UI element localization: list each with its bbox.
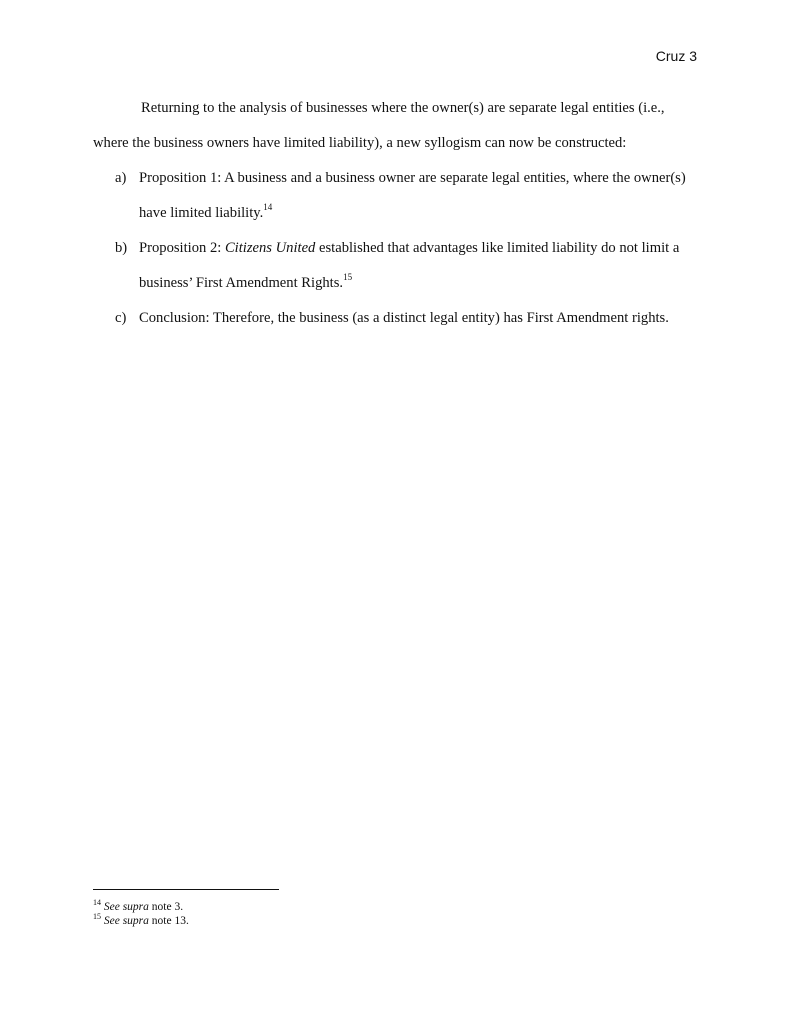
- conclusion-text: Conclusion: Therefore, the business (as a distinct legal entity) has First Amendment rights.: [139, 310, 669, 326]
- syllogism-list: [93, 161, 703, 336]
- footnote-ref-15[interactable]: 15: [343, 272, 353, 283]
- list-marker: b): [115, 240, 128, 256]
- intro-paragraph: Returning to the analysis of businesses where the owner(s) are separate legal entities (i.e., where the business owners have limited liability), a new syllogism can now be constructed:: [93, 100, 665, 151]
- list-marker: c): [115, 310, 127, 326]
- list-item-a: [93, 161, 703, 231]
- footnote-text: note 13.: [148, 915, 189, 927]
- footnote-text: note 3.: [148, 901, 184, 913]
- footnotes: [93, 900, 189, 928]
- case-name: Citizens United: [224, 240, 316, 256]
- footnote-number: 14: [93, 898, 101, 908]
- footnote-15: [93, 914, 189, 928]
- footnote-separator: [93, 889, 279, 890]
- list-item-b: [93, 231, 703, 301]
- proposition-2-text: established that advantages like limited liability do not limit a business’ First Amendment Rights.: [139, 240, 680, 291]
- proposition-1-text: Proposition 1: A business and a business owner are separate legal entities, where the owner(s) have limited liability.: [139, 170, 686, 221]
- list-item-c: [93, 301, 703, 336]
- page-header: Cruz 3: [655, 48, 697, 64]
- list-marker: a): [115, 170, 127, 186]
- footnote-ref-14[interactable]: 14: [263, 202, 273, 213]
- footnote-14: [93, 900, 189, 914]
- proposition-2-prefix: Proposition 2:: [139, 240, 225, 256]
- footnote-signal: See supra: [103, 915, 149, 927]
- body-text: [93, 91, 703, 336]
- footnote-number: 15: [93, 912, 101, 922]
- footnote-signal: See supra: [103, 901, 149, 913]
